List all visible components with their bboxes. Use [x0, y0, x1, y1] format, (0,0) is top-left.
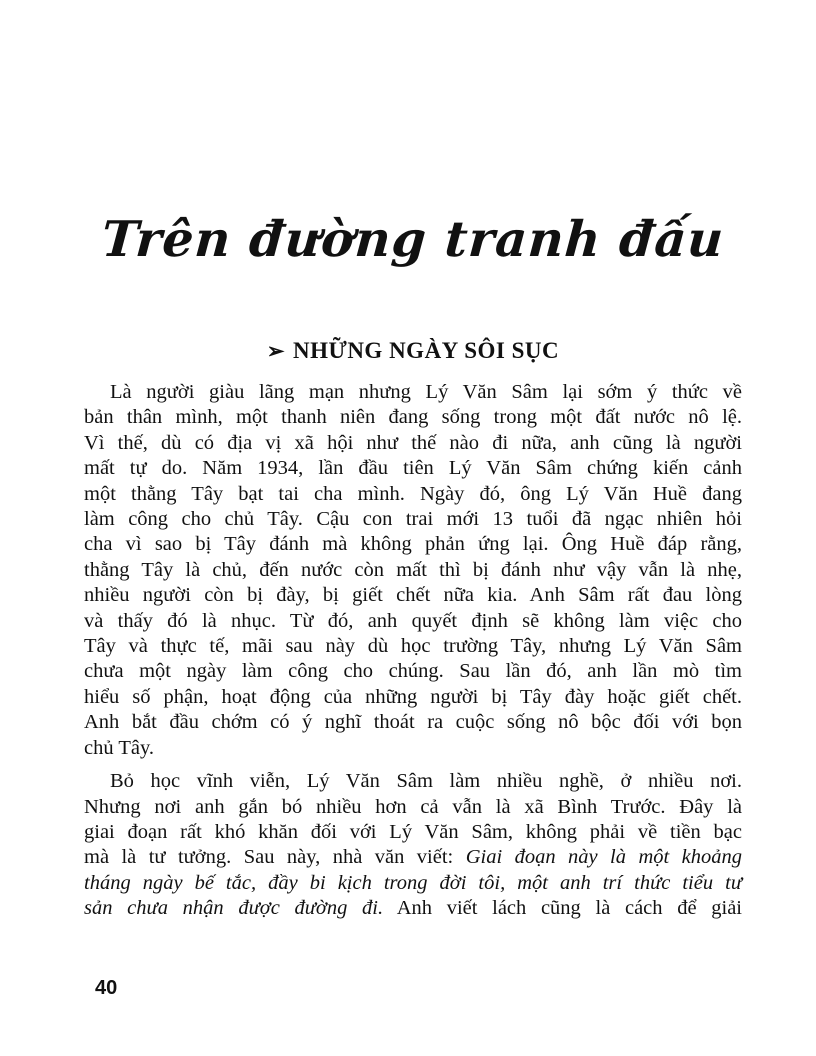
paragraph-2 [84, 769, 742, 921]
text-run: mà là tư tưởng. Sau này, nhà văn viết: [84, 846, 466, 869]
text-line: nhiều người còn bị đày, bị giết chết nữa kia. Anh Sâm rất đau lòng [84, 584, 742, 607]
chapter-title: Trên đường tranh đấu [99, 210, 727, 268]
paragraph-1 [84, 380, 742, 761]
text-line: chủ Tây. [84, 736, 155, 759]
text-line: Tây và thực tế, mãi sau này dù học trường Tây, nhưng Lý Văn Sâm [84, 635, 742, 658]
body-text [84, 380, 742, 922]
text-line: hiểu số phận, hoạt động của những người bị Tây đày hoặc giết chết. [84, 685, 742, 708]
text-line [84, 795, 742, 820]
text-line: và thấy đó là nhục. Từ đó, anh quyết định sẽ không làm việc cho [84, 609, 742, 632]
arrowhead-bullet-icon: ➢ [266, 339, 286, 363]
section-heading [84, 338, 742, 364]
quoted-text-run: tháng ngày bế tắc, đầy bi kịch trong đời tôi, một anh trí thức tiểu tư [84, 871, 742, 894]
text-line: chưa một ngày làm công cho chúng. Sau lần đó, anh lần mò tìm [84, 660, 742, 683]
section-heading-label: NHỮNG NGÀY SÔI SỤC [293, 338, 560, 363]
text-line: cha vì sao bị Tây đánh mà không phản ứng lại. Ông Huề đáp rằng, [84, 533, 742, 556]
text-line: mất tự do. Năm 1934, lần đầu tiên Lý Văn Sâm chứng kiến cảnh [84, 457, 742, 480]
text-line: Là người giàu lãng mạn nhưng Lý Văn Sâm lại sớm ý thức về [110, 381, 742, 403]
text-line [84, 896, 742, 921]
text-run: giai đoạn rất khó khăn đối với Lý Văn Sâm, không phải về tiền bạc [84, 820, 742, 843]
text-line: làm công cho chủ Tây. Cậu con trai mới 13 tuổi đã ngạc nhiên hỏi [84, 508, 742, 531]
text-line [84, 769, 742, 794]
text-run: Nhưng nơi anh gắn bó nhiều hơn cả vẫn là xã Bình Trước. Đây là [84, 795, 742, 818]
text-line [84, 820, 742, 845]
text-line: bản thân mình, một thanh niên đang sống trong một đất nước nô lệ. [84, 406, 742, 429]
text-line [84, 845, 742, 870]
text-run: Anh viết lách cũng là cách để giải [383, 897, 743, 920]
text-line: Anh bắt đầu chớm có ý nghĩ thoát ra cuộc sống nô bộc đối với bọn [84, 711, 742, 734]
page-number: 40 [95, 977, 118, 999]
text-line: thằng Tây là chủ, đến nước còn mất thì bị đánh như vậy vẫn là nhẹ, [84, 558, 742, 581]
quoted-text-run: sản chưa nhận được đường đi. [84, 897, 384, 920]
text-line [84, 871, 742, 896]
quoted-text-run: Giai đoạn này là một khoảng [465, 846, 742, 869]
text-run: Bỏ học vĩnh viễn, Lý Văn Sâm làm nhiều nghề, ở nhiều nơi. [110, 770, 742, 793]
text-line: một thằng Tây bạt tai cha mình. Ngày đó, ông Lý Văn Huề đang [84, 482, 742, 505]
text-line: Vì thế, dù có địa vị xã hội như thế nào đi nữa, anh cũng là người [84, 431, 742, 454]
